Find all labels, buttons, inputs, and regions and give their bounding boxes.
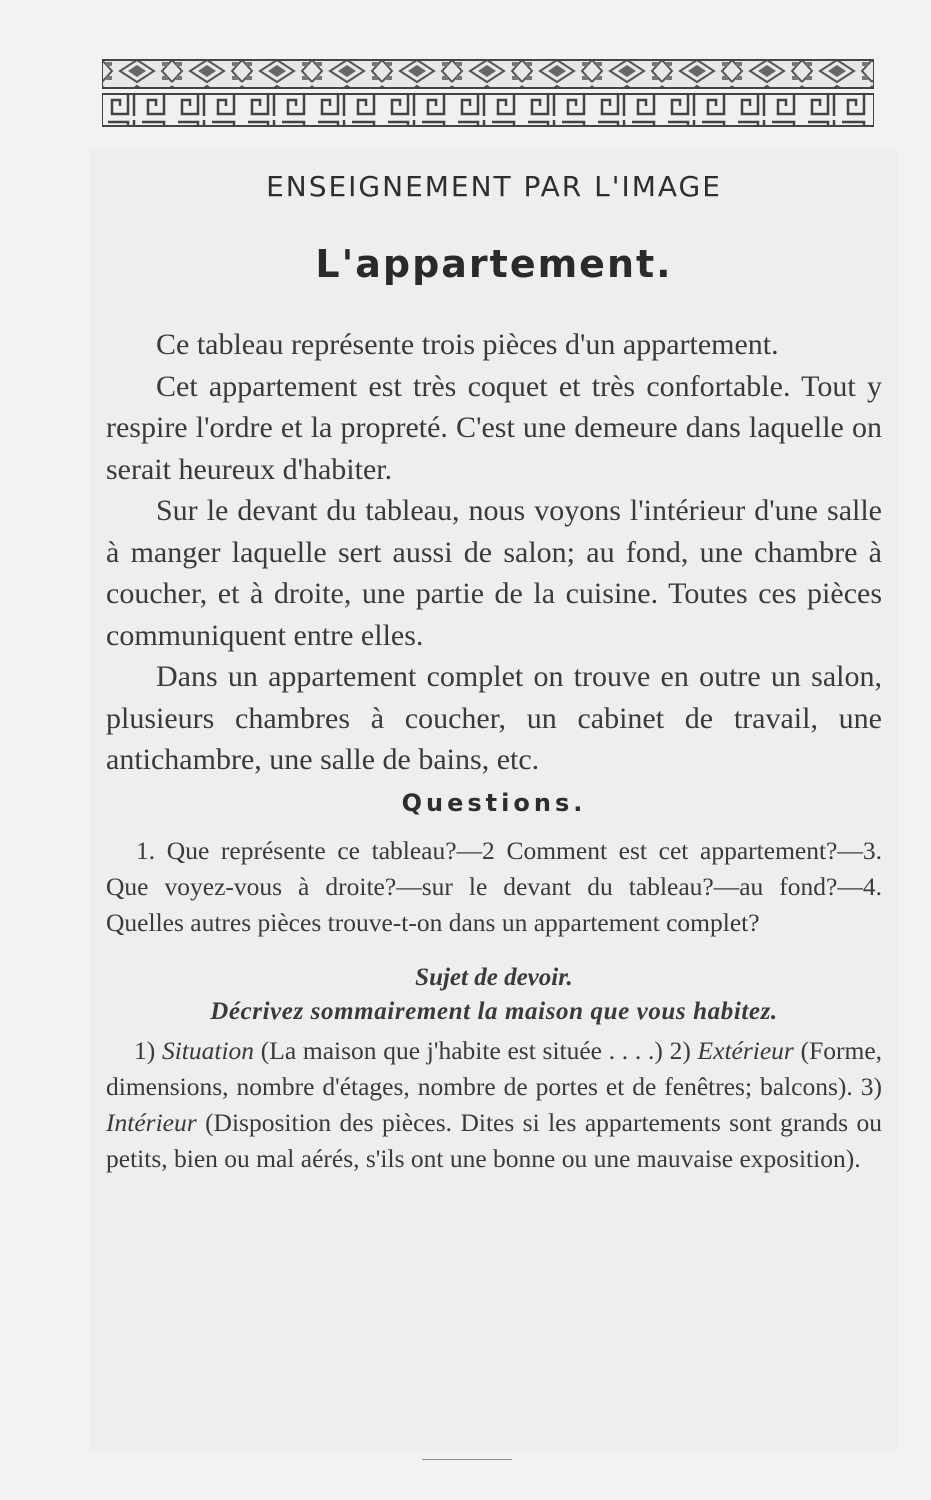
item-2-number: 2) <box>669 1035 691 1065</box>
section-heading: ENSEIGNEMENT PAR L'IMAGE <box>266 170 722 203</box>
devoir-subheading: Décrivez sommairement la maison que vous habitez. <box>210 997 778 1025</box>
devoir-block <box>106 1033 882 1177</box>
item-3-number: 3) <box>860 1071 883 1101</box>
item-3-label: Intérieur <box>106 1107 197 1137</box>
page-content <box>106 160 882 1177</box>
paragraph-2: Cet appartement est très coquet et très confortable. Tout y respire l'ordre et la propreté. C'est une demeure dans laquelle on serait heureux d'habiter. <box>106 369 882 486</box>
paragraph-3: Sur le devant du tableau, nous voyons l'intérieur d'une salle à manger laquelle sert aussi de salon; au fond, une chambre à coucher, et à droite, une partie de la cuisine. Toutes ces pièces communiquent entre elles. <box>106 494 882 652</box>
item-2-label: Extérieur <box>697 1035 794 1065</box>
bottom-divider <box>422 1459 512 1460</box>
item-1-number: 1) <box>134 1035 156 1065</box>
questions-block <box>106 833 882 941</box>
main-text <box>106 324 882 781</box>
paragraph-4: Dans un appartement complet on trouve en outre un salon, plusieurs chambres à coucher, un cabinet de travail, une antichambre, une salle de bains, etc. <box>106 660 882 776</box>
paragraph-1: Ce tableau représente trois pièces d'un appartement. <box>156 328 779 361</box>
greek-key-border-ornament <box>102 58 874 130</box>
devoir-items <box>106 1033 882 1177</box>
questions-heading: Questions. <box>401 788 587 817</box>
page-title: L'appartement. <box>315 242 673 286</box>
item-1-label: Situation <box>161 1035 255 1065</box>
questions-text: 1. Que représente ce tableau?—2 Comment est cet appartement?—3. Que voyez-vous à droite?—sur le devant du tableau?—au fond?—4. Quelles autres pièces trouve-t-on dans un appartement complet? <box>106 835 882 937</box>
item-2-text: (Forme, dimensions, nombre d'étages, nombre de portes et de fenêtres; balcons). <box>106 1035 883 1101</box>
item-1-text: (La maison que j'habite est située . . . .) <box>260 1035 663 1065</box>
devoir-heading: Sujet de devoir. <box>415 963 573 991</box>
item-3-text: (Disposition des pièces. Dites si les appartements sont grands ou petits, bien ou mal aérés, s'ils ont une bonne ou une mauvaise exposition). <box>106 1107 882 1173</box>
